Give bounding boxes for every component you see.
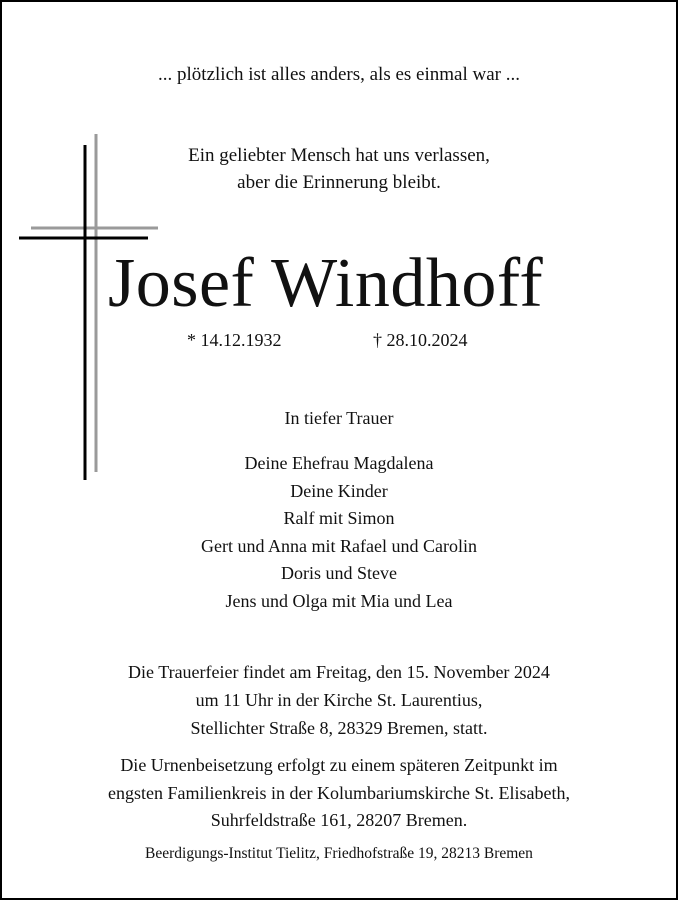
- grief-heading: In tiefer Trauer: [284, 408, 394, 428]
- family-member: Doris und Steve: [281, 563, 397, 583]
- subtitle-line: aber die Erinnerung bleibt.: [237, 172, 441, 193]
- funeral-line: Die Trauerfeier findet am Freitag, den 15. November 2024: [128, 662, 550, 682]
- family-member: Jens und Olga mit Mia und Lea: [225, 590, 453, 611]
- subtitle-line: Ein geliebter Mensch hat uns verlassen,: [188, 145, 490, 166]
- funeral-line: um 11 Uhr in der Kirche St. Laurentius,: [195, 690, 483, 710]
- subtitle: [0, 142, 678, 196]
- family-member: Gert und Anna mit Rafael und Carolin: [201, 535, 477, 556]
- deceased-name: Josef Windhoff: [108, 245, 544, 322]
- death-date: † 28.10.2024: [373, 330, 468, 350]
- undertaker-info: Beerdigungs-Institut Tielitz, Friedhofstraße 19, 28213 Bremen: [145, 845, 533, 862]
- funeral-line: Stellichter Straße 8, 28329 Bremen, statt.: [190, 718, 488, 738]
- funeral-info: [0, 658, 678, 742]
- urn-burial-info: [0, 752, 678, 835]
- motto: ... plötzlich ist alles anders, als es einmal war ...: [158, 64, 520, 85]
- urn-line: engsten Familienkreis in der Kolumbariumskirche St. Elisabeth,: [108, 782, 570, 803]
- family-list: [0, 450, 678, 615]
- family-member: Deine Kinder: [290, 480, 388, 501]
- birth-date: * 14.12.1932: [187, 330, 282, 350]
- urn-line: Suhrfeldstraße 161, 28207 Bremen.: [210, 810, 468, 830]
- family-member: Deine Ehefrau Magdalena: [244, 453, 434, 473]
- family-member: Ralf mit Simon: [283, 508, 395, 528]
- urn-line: Die Urnenbeisetzung erfolgt zu einem späteren Zeitpunkt im: [120, 755, 558, 775]
